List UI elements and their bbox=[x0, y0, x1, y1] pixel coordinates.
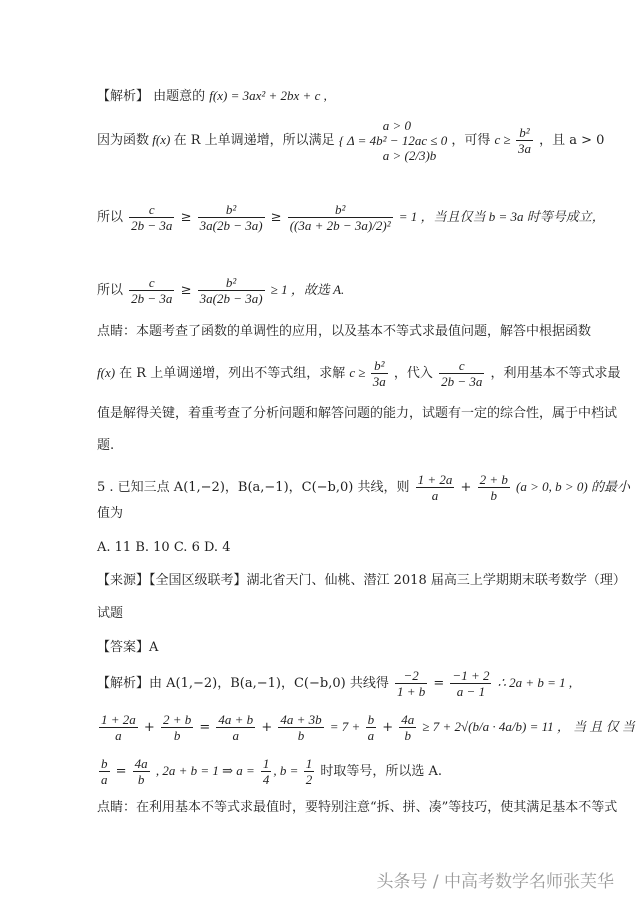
solution-line-1: 【解析】由 A(1,−2)，B(a,−1)，C(−b,0) 共线得 $\frac{-2}{1 + b}$ = $\frac{-1 + 2}{a - 1}$ ∴ 2a + b = 1 , bbox=[97, 668, 573, 699]
solution-line-2: $\frac{1 + 2a}{a}$ + $\frac{2 + b}{b}$ = $\frac{4a + b}{a}$ + $\frac{4a + 3b}{b}$ = 7 + $\frac{b}{a}$ + $\frac{4a}{b}$ ≥ 7 + 2√(b/a · 4a/b) = 11 ， 当 且 仅 当 bbox=[101, 712, 635, 743]
answer-line: 【答案】A bbox=[97, 640, 159, 655]
inequality-system: a > 0 { Δ = 4b² − 12ac ≤ 0 a > (2/3)b bbox=[338, 118, 448, 163]
tip-line-1: 点睛：本题考查了函数的单调性的应用，以及基本不等式求最值问题，解答中根据函数 bbox=[97, 324, 592, 339]
question-5: 5 . 已知三点 A(1,−2)，B(a,−1)，C(−b,0) 共线，则 $\frac{1 + 2a}{a}$ + $\frac{2 + b}{b}$ (a > 0, b > 0) 的最小 bbox=[97, 472, 630, 503]
tip-line-2: f(x) 在 R 上单调递增，列出不等式组，求解 c ≥ $\frac{\text{b²}}{3a}$ ，代入 $\frac{c}{2b - 3a}$ ，利用基本不等式求最 bbox=[97, 358, 621, 389]
tip-line-4: 题. bbox=[97, 438, 115, 453]
source-line-2: 试题 bbox=[97, 606, 124, 621]
final-tip-line: 点睛：在利用基本不等式求最值时，要特别注意“拆、拼、凑”等技巧，使其满足基本不等式 bbox=[97, 800, 618, 815]
question-5-cont: 值为 bbox=[97, 506, 124, 521]
analysis-line-1: 【解析】 由题意的 f(x) = 3ax² + 2bx + c , bbox=[97, 88, 327, 104]
analysis-line-2: 因为函数 f(x) 在 R 上单调递增，所以满足 a > 0 { Δ = 4b² − 12ac ≤ 0 a > (2/3)b ，可得 c ≥ $\frac{\text{b²}}{3a}$ ，且 a > 0 bbox=[97, 118, 605, 163]
analysis-line-3: 所以 $\frac{c}{2b - 3a}$ ≥ $\frac{\text{b²}}{3a(2b - 3a)}$ ≥ $\frac{\text{b²}}{\text{((3a + 2b − 3a)/2)²}}$ = 1 ，当且仅当 b = 3a 时等号成立， bbox=[97, 202, 605, 233]
tip-line-3: 值是解得关键，着重考查了分析问题和解答问题的能力，试题有一定的综合性，属于中档试 bbox=[97, 406, 618, 421]
answer-options: A. 11 B. 10 C. 6 D. 4 bbox=[97, 540, 231, 555]
watermark: 头条号 / 中高考数学名师张芙华 bbox=[376, 872, 614, 892]
solution-line-3: $\frac{b}{a}$ = $\frac{4a}{b}$ , 2a + b = 1 ⇒ a = $\frac{1}{4}$ , b = $\frac{1}{2}$ 时取等号，所以选 A. bbox=[101, 756, 442, 787]
source-line-1: 【来源】【全国区级联考】湖北省天门、仙桃、潜江 2018 届高三上学期期末联考数学（理） bbox=[97, 573, 626, 588]
analysis-line-4: 所以 $\frac{c}{2b - 3a}$ ≥ $\frac{\text{b²}}{3a(2b - 3a)}$ ≥ 1 ，故选 A. bbox=[97, 275, 345, 306]
